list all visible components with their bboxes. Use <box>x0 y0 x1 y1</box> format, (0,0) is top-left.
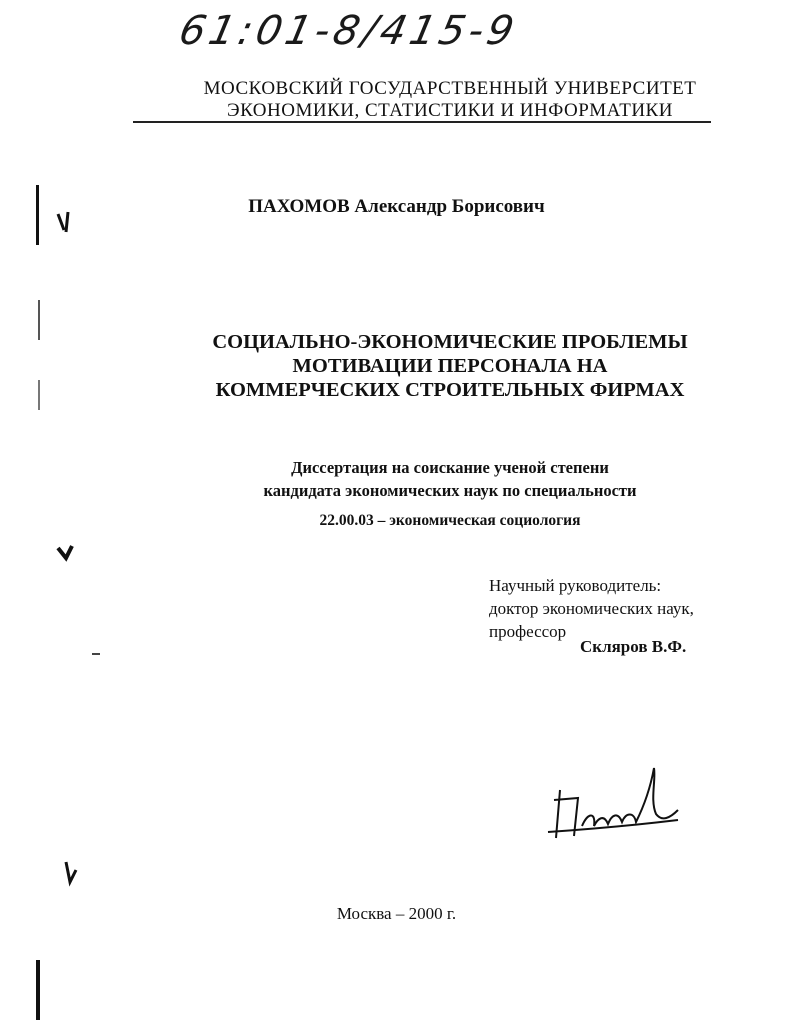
archive-code: 61:01-8/415-9 <box>175 8 522 54</box>
specialty-code: 22.00.03 – экономическая социология <box>319 512 581 529</box>
supervisor-block <box>489 574 694 643</box>
university-name-line2: ЭКОНОМИКИ, СТАТИСТИКИ И ИНФОРМАТИКИ <box>227 100 673 121</box>
signature <box>538 760 688 850</box>
degree-line: Диссертация на соискание ученой степени <box>291 458 609 477</box>
title-line: МОТИВАЦИИ ПЕРСОНАЛА НА <box>292 355 608 377</box>
author-name: ПАХОМОВ Александр Борисович <box>248 196 545 217</box>
place-and-year: Москва – 2000 г. <box>336 904 457 923</box>
supervisor-rank: профессор <box>489 622 567 641</box>
title-line: КОММЕРЧЕСКИХ СТРОИТЕЛЬНЫХ ФИРМАХ <box>215 379 685 401</box>
header-divider <box>133 121 711 123</box>
title-line: СОЦИАЛЬНО-ЭКОНОМИЧЕСКИЕ ПРОБЛЕМЫ <box>212 331 688 353</box>
scan-margin-artifacts <box>0 0 120 1025</box>
degree-statement <box>100 456 793 502</box>
degree-line: кандидата экономических наук по специальности <box>263 481 637 500</box>
supervisor-name: Скляров В.Ф. <box>580 637 687 656</box>
dissertation-title <box>100 330 793 402</box>
supervisor-label: Научный руководитель: <box>489 576 662 595</box>
supervisor-degree: доктор экономических наук, <box>489 599 694 618</box>
university-name-line1: МОСКОВСКИЙ ГОСУДАРСТВЕННЫЙ УНИВЕРСИТЕТ <box>203 78 697 99</box>
